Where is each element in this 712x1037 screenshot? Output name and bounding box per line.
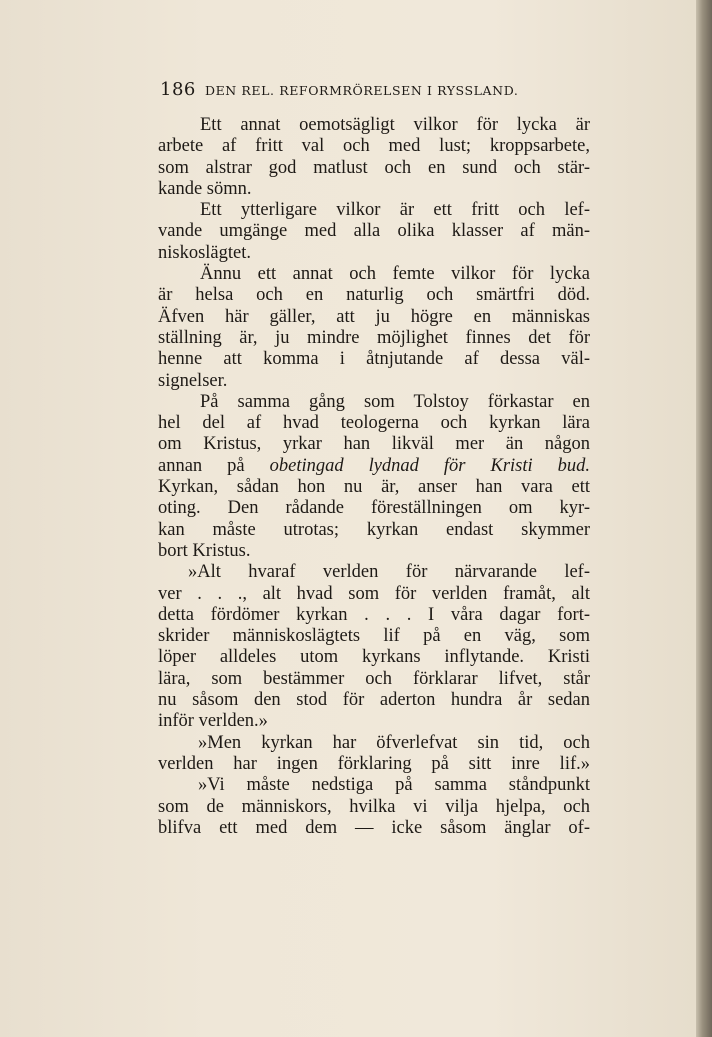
- text-line: »Alt hvaraf verlden för närvarande lef-: [188, 562, 590, 583]
- running-head: DEN REL. REFORMRÖRELSEN I RYSSLAND.: [204, 83, 519, 98]
- text-line: Ännu ett annat och femte vilkor för lycka: [200, 264, 590, 285]
- text-line: Ett annat oemotsägligt vilkor för lycka är: [200, 115, 590, 135]
- text-line: löper alldeles utom kyrkans inflytande. Kristi: [158, 647, 590, 668]
- text-line: om Kristus, yrkar han likväl mer än någon: [158, 434, 590, 455]
- body-text: [158, 115, 590, 839]
- text-line: Äfven här gäller, att ju högre en människas: [158, 306, 590, 327]
- page-number: 186: [160, 79, 196, 100]
- text-line: vande umgänge med alla olika klasser af män-: [158, 221, 590, 242]
- text-line: kan måste utrotas; kyrkan endast skymmer: [158, 519, 590, 540]
- text-line: bort Kristus.: [158, 540, 251, 561]
- emphasized-text: obetingad lydnad för Kristi bud.: [269, 455, 591, 476]
- text-line: är helsa och en naturlig och smärtfri död.: [158, 285, 590, 306]
- text-line: Kyrkan, sådan hon nu är, anser han vara ett: [158, 477, 590, 498]
- text-run: annan på: [158, 455, 270, 476]
- text-line: som de människors, hvilka vi vilja hjelpa, och: [158, 796, 590, 817]
- text-line: ver . . ., alt hvad som för verlden framåt, alt: [158, 583, 590, 604]
- text-line: [158, 456, 590, 477]
- text-line: Ett ytterligare vilkor är ett fritt och lef-: [200, 200, 590, 221]
- text-line: ställning är, ju mindre möjlighet finnes det för: [158, 327, 590, 348]
- text-line: niskoslägtet.: [158, 242, 252, 263]
- text-line: oting. Den rådande föreställningen om kyr-: [158, 498, 590, 519]
- text-line: signelser.: [158, 370, 228, 391]
- text-line: »Vi måste nedstiga på samma ståndpunkt: [198, 775, 590, 796]
- text-line: nu såsom den stod för aderton hundra år sedan: [158, 690, 590, 711]
- text-line: inför verlden.»: [158, 711, 268, 732]
- text-line: kande sömn.: [158, 178, 252, 199]
- text-line: verlden har ingen förklaring på sitt inre lif.»: [158, 753, 590, 774]
- text-line: blifva ett med dem — icke såsom änglar of-: [158, 817, 590, 838]
- text-line: detta fördömer kyrkan . . . I våra dagar fort-: [158, 604, 590, 625]
- text-line: »Men kyrkan har öfverlefvat sin tid, och: [198, 732, 590, 753]
- text-line: arbete af fritt val och med lust; kroppsarbete,: [158, 136, 590, 157]
- text-line: hel del af hvad teologerna och kyrkan lära: [158, 413, 590, 434]
- text-line: lära, som bestämmer och förklarar lifvet, står: [158, 668, 590, 689]
- text-line: henne att komma i åtnjutande af dessa väl-: [158, 349, 590, 370]
- page-header: [160, 79, 590, 101]
- page-edge: [696, 0, 712, 1037]
- text-line: som alstrar god matlust och en sund och stär-: [158, 157, 590, 178]
- text-line: På samma gång som Tolstoy förkastar en: [200, 391, 590, 412]
- text-line: skrider människoslägtets lif på en väg, som: [158, 626, 590, 647]
